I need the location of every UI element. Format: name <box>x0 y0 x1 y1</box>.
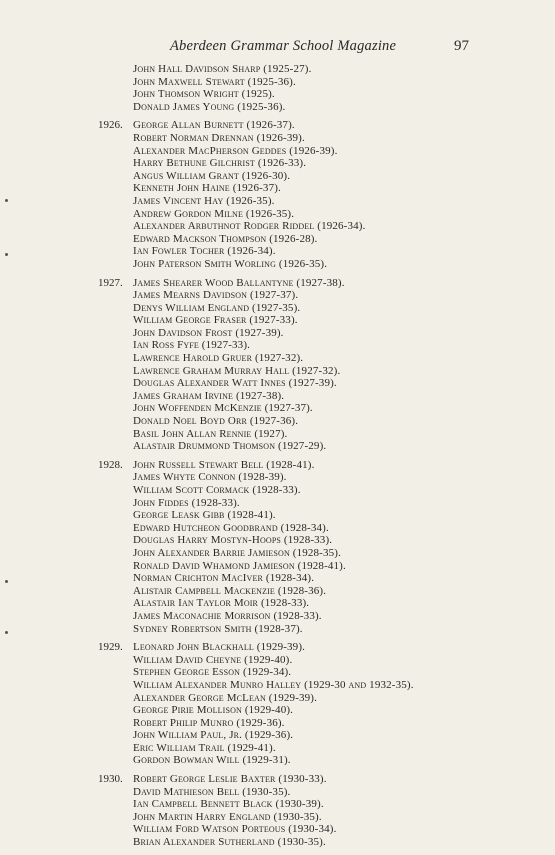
list-item: Douglas Harry Mostyn-Hoops (1928-33). <box>133 534 333 547</box>
roll-list <box>0 63 555 855</box>
running-title: Aberdeen Grammar School Magazine <box>170 38 397 54</box>
margin-dot <box>5 253 8 256</box>
name-list <box>133 459 555 635</box>
list-item: John William Paul, Jr. (1929-36). <box>133 729 294 742</box>
list-item: Robert Philip Munro (1929-36). <box>133 716 285 729</box>
list-item: Douglas Alexander Watt Innes (1927-39). <box>133 377 337 390</box>
year-label: 1926. <box>98 119 123 132</box>
list-item: John Maxwell Stewart (1925-36). <box>133 75 296 88</box>
list-item: James Mearns Davidson (1927-37). <box>133 289 299 302</box>
year-group <box>0 277 555 453</box>
year-group <box>0 459 555 635</box>
list-item: George Pirie Mollison (1929-40). <box>133 704 294 717</box>
list-item: Donald James Young (1925-36). <box>133 100 286 113</box>
list-item: John Woffenden McKenzie (1927-37). <box>133 402 313 415</box>
list-item: David Mathieson Bell (1930-35). <box>133 785 291 798</box>
list-item: Ian Ross Fyfe (1927-33). <box>133 339 251 352</box>
list-item: Denys William England (1927-35). <box>133 301 301 314</box>
list-item: Norman Crichton MacIver (1928-34). <box>133 572 315 585</box>
list-item: Basil John Allan Rennie (1927). <box>133 427 288 440</box>
list-item: Ronald David Whamond Jamieson (1928-41). <box>133 559 346 572</box>
page-header <box>0 38 555 58</box>
list-item: John Hall Davidson Sharp (1925-27). <box>133 63 312 75</box>
list-item: George Leask Gibb (1928-41). <box>133 509 276 522</box>
margin-dot <box>5 199 8 202</box>
list-item: James Shearer Wood Ballantyne (1927-38). <box>133 276 345 289</box>
list-item: Leonard John Blackhall (1929-39). <box>133 641 306 654</box>
list-item: Brian Alexander Sutherland (1930-35). <box>133 836 326 849</box>
year-group <box>0 63 555 113</box>
year-group <box>0 641 555 767</box>
list-item: John Davidson Frost (1927-39). <box>133 326 284 339</box>
list-item: Stephen George Esson (1929-34). <box>133 666 292 679</box>
name-list <box>133 63 555 113</box>
list-item: John Russell Stewart Bell (1928-41). <box>133 458 315 471</box>
list-item: William Alexander Munro Halley (1929-30 and 1932-35). <box>133 678 414 691</box>
list-item: Andrew Gordon Milne (1926-35). <box>133 207 295 220</box>
list-item: Lawrence Graham Murray Hall (1927-32). <box>133 364 341 377</box>
list-item: James Vincent Hay (1926-35). <box>133 194 275 207</box>
list-item: William David Cheyne (1929-40). <box>133 653 293 666</box>
list-item: Edward Mackson Thompson (1926-28). <box>133 232 318 245</box>
list-item: Lawrence Harold Gruer (1927-32). <box>133 352 304 365</box>
year-label: 1928. <box>98 458 123 471</box>
list-item: John Paterson Smith Worling (1926-35). <box>133 257 328 270</box>
list-item: James Maconachie Morrison (1928-33). <box>133 609 322 622</box>
name-list <box>133 277 555 453</box>
list-item: Alistair Campbell Mackenzie (1928-36). <box>133 584 327 597</box>
list-item: Alexander MacPherson Geddes (1926-39). <box>133 144 338 157</box>
list-item: Sydney Robertson Smith (1928-37). <box>133 622 303 635</box>
name-list <box>133 119 555 270</box>
list-item: Ian Campbell Bennett Black (1930-39). <box>133 798 324 811</box>
list-item: John Thomson Wright (1925). <box>133 88 275 101</box>
year-label: 1927. <box>98 276 123 289</box>
list-item: Ian Fowler Tocher (1926-34). <box>133 245 276 258</box>
list-item: James Graham Irvine (1927-38). <box>133 389 285 402</box>
year-label: 1929. <box>98 641 123 654</box>
name-list <box>133 641 555 767</box>
year-label: 1930. <box>98 773 123 786</box>
list-item: William Ford Watson Porteous (1930-34). <box>133 823 337 836</box>
margin-dot <box>5 631 8 634</box>
year-group <box>0 773 555 849</box>
list-item: William George Fraser (1927-33). <box>133 314 298 327</box>
list-item: John Martin Harry England (1930-35). <box>133 810 322 823</box>
list-item: George Allan Burnett (1926-37). <box>133 119 295 132</box>
list-item: Alexander Arbuthnot Rodger Riddel (1926-34). <box>133 220 366 233</box>
list-item: Harry Bethune Gilchrist (1926-33). <box>133 157 307 170</box>
list-item: John Fiddes (1928-33). <box>133 496 240 509</box>
list-item: Alastair Drummond Thomson (1927-29). <box>133 440 327 453</box>
list-item: Eric William Trail (1929-41). <box>133 741 276 754</box>
list-item: Alexander George McLean (1929-39). <box>133 691 318 704</box>
list-item: James Whyte Connon (1928-39). <box>133 471 287 484</box>
list-item: Gordon Bowman Will (1929-31). <box>133 754 291 767</box>
list-item: Alastair Ian Taylor Moir (1928-33). <box>133 597 310 610</box>
list-item: Robert Norman Drennan (1926-39). <box>133 131 305 144</box>
list-item: Kenneth John Haine (1926-37). <box>133 182 281 195</box>
year-group <box>0 119 555 270</box>
margin-dot <box>5 580 8 583</box>
list-item: Donald Noel Boyd Orr (1927-36). <box>133 415 299 428</box>
page-number: 97 <box>454 38 469 54</box>
list-item: Edward Hutcheon Goodbrand (1928-34). <box>133 521 329 534</box>
list-item: John Alexander Barrie Jamieson (1928-35). <box>133 546 342 559</box>
name-list <box>133 773 555 849</box>
list-item: Angus William Grant (1926-30). <box>133 169 291 182</box>
list-item: William Scott Cormack (1928-33). <box>133 484 301 496</box>
list-item: Robert George Leslie Baxter (1930-33). <box>133 773 327 786</box>
